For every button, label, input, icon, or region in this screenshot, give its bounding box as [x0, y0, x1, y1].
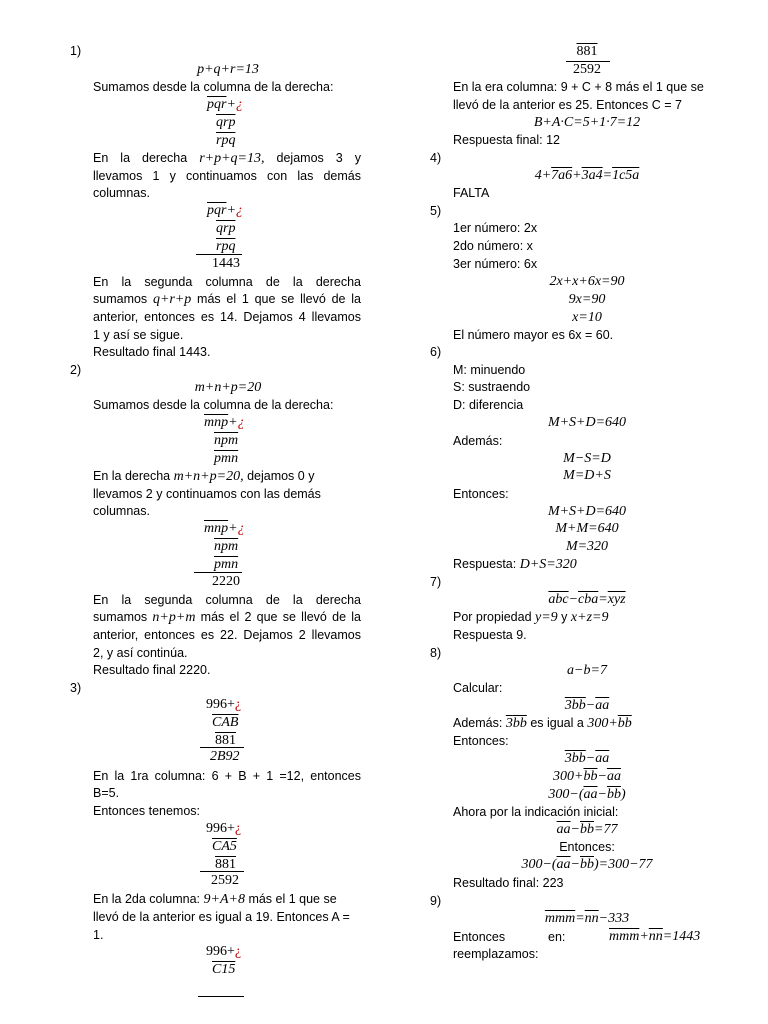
addend: $\overline{pmn}$: [214, 451, 239, 466]
equation: a−b=7: [567, 663, 607, 678]
addend: CA5: [212, 839, 237, 854]
answer: Respuesta: D+S=320: [453, 557, 577, 572]
addend: C15: [212, 962, 236, 977]
addend: $\overline{rpq}$: [216, 239, 236, 254]
paragraph: En la segunda columna de la derecha: [93, 593, 361, 607]
result-line: Resultado final 2220.: [93, 663, 211, 677]
paragraph: Sumamos desde la columna de la derecha:: [93, 398, 334, 412]
paragraph: En la 2da columna: 9+A+8 más el 1 que se: [93, 892, 337, 907]
addend: $\overline{mnp}+¿$: [204, 521, 245, 536]
equation: $300+\overline{bb}-\overline{aa}$: [553, 769, 621, 784]
problem-number: 9): [430, 894, 442, 908]
paragraph: En la derecha r+p+q=13, dejamos 3 y: [93, 151, 361, 166]
equation: x=10: [572, 310, 602, 325]
paragraph: Entonces tenemos:: [93, 804, 201, 818]
result-line: Resultado final 1443.: [93, 345, 211, 359]
paragraph: D: diferencia: [453, 398, 524, 412]
answer: Respuesta 9.: [453, 628, 527, 642]
paragraph: En la derecha m+n+p=20, dejamos 0 y: [93, 469, 315, 484]
paragraph: reemplazamos:: [453, 947, 539, 961]
paragraph: Entonces: [453, 930, 506, 944]
paragraph: sumamos n+p+m más el 2 que se llevó de la: [93, 610, 361, 625]
paragraph: 2, y así continúa.: [93, 646, 188, 660]
equation: B+A·C=5+1·7=12: [533, 115, 641, 130]
addend: $\overline{rpq}$: [216, 133, 236, 148]
sum-rule: [198, 996, 244, 997]
equation: $3bb-\overline{aa}$: [564, 751, 610, 766]
sum-rule: [194, 572, 242, 573]
answer: El número mayor es 6x = 60.: [453, 328, 614, 342]
addend: 881: [576, 44, 598, 59]
paragraph: Además:: [453, 434, 503, 448]
sum-result: 2220: [212, 574, 240, 589]
equation: $\overline{mmm}=\overline{nn}-333$: [544, 911, 630, 926]
addend: $\overline{qrp}$: [216, 221, 236, 236]
paragraph: 3er número: 6x: [453, 257, 538, 271]
addend: $\overline{npm}$: [214, 433, 239, 448]
paragraph: S: sustraendo: [453, 380, 531, 394]
paragraph: En la 1ra columna: 6 + B + 1 =12, entonces: [93, 769, 361, 783]
sum-result: 1443: [212, 256, 240, 271]
paragraph: B=5.: [93, 786, 120, 800]
paragraph: M: minuendo: [453, 363, 526, 377]
problem-number: 2): [70, 363, 82, 377]
paragraph: llevó de la anterior es igual a 19. Entonces A =: [93, 910, 350, 924]
paragraph: 2do número: x: [453, 239, 533, 253]
sum-rule: [200, 747, 244, 748]
addend: 996+¿: [206, 821, 242, 836]
paragraph: Ahora por la indicación inicial:: [453, 805, 619, 819]
paragraph: sumamos q+r+p más el 1 que se llevó de la: [93, 292, 361, 307]
paragraph: Por propiedad y=9 y x+z=9: [453, 610, 609, 625]
answer: Resultado final: 223: [453, 876, 564, 890]
addend: $\overline{mnp}+¿$: [204, 415, 245, 430]
problem-number: 3): [70, 681, 82, 695]
paragraph: Sumamos desde la columna de la derecha:: [93, 80, 334, 94]
equation: $\overline{abc}-\overline{cba}=\overline{xyz}$: [548, 592, 626, 607]
addend: 996+¿: [206, 697, 242, 712]
problem-number: 4): [430, 151, 442, 165]
addend: $\overline{pqr}+¿$: [207, 97, 243, 112]
paragraph: 1 y así se sigue.: [93, 328, 184, 342]
paragraph: Entonces:: [453, 734, 509, 748]
paragraph: Entonces:: [559, 840, 615, 854]
problem-number: 5): [430, 204, 442, 218]
equation: 4+7a6+3a4=1c5a: [534, 168, 640, 183]
paragraph: llevamos 2 y continuamos con las demás: [93, 487, 321, 501]
paragraph: llevamos 1 y continuamos con las demás: [93, 169, 361, 183]
sum-rule: [196, 254, 242, 255]
addend: 881: [215, 733, 236, 748]
addend: $\overline{pmn}$: [214, 557, 239, 572]
paragraph: anterior, entonces es 14. Dejamos 4 llevamos: [93, 310, 361, 324]
equation: 2x+x+6x=90: [549, 274, 625, 289]
paragraph: Entonces:: [453, 487, 509, 501]
addend: 881: [215, 857, 236, 872]
addend: $\overline{CAB}$: [212, 715, 239, 730]
paragraph: FALTA: [453, 186, 490, 200]
equation: $300-(\overline{aa}-\overline{bb})$: [548, 787, 626, 802]
paragraph: en:: [548, 930, 566, 944]
equation: m+n+p=20: [194, 380, 262, 395]
equation: $300-(\overline{aa}-\overline{bb})=300-77$: [521, 857, 653, 872]
equation: 9x=90: [568, 292, 606, 307]
equation: M+S+D=640: [547, 504, 627, 519]
paragraph: anterior, entonces es 22. Dejamos 2 llevamos: [93, 628, 361, 642]
paragraph: En la era columna: 9 + C + 8 más el 1 que se: [453, 80, 704, 94]
sum-result: 2B92: [210, 749, 240, 764]
addend: $\overline{qrp}$: [216, 115, 236, 130]
equation: M=320: [565, 539, 609, 554]
paragraph: columnas.: [93, 186, 150, 200]
equation: M−S=D: [563, 451, 611, 466]
problem-number: 8): [430, 646, 442, 660]
equation: $\overline{aa}-\overline{bb}=77$: [556, 822, 618, 837]
problem-number: 6): [430, 345, 442, 359]
paragraph: columnas.: [93, 504, 150, 518]
problem-number: 1): [70, 44, 82, 58]
paragraph: Calcular:: [453, 681, 503, 695]
paragraph: Además: 3bb es igual a $300+\overline{bb}$: [453, 716, 632, 731]
addend: 996+¿: [206, 944, 242, 959]
equation: p+q+r=13: [197, 62, 259, 77]
equation: $\overline{mmm}+\overline{nn}=1443$: [609, 929, 701, 944]
sum-rule: [200, 871, 244, 872]
addend: $\overline{npm}$: [214, 539, 239, 554]
sum-result: 2592: [211, 873, 239, 888]
paragraph: llevó de la anterior es 25. Entonces C = 7: [453, 98, 682, 112]
answer: Respuesta final: 12: [453, 133, 561, 147]
equation: M+S+D=640: [547, 415, 627, 430]
equation: $3bb-\overline{aa}$: [564, 698, 610, 713]
equation: M=D+S: [563, 468, 611, 483]
paragraph: En la segunda columna de la derecha: [93, 275, 361, 289]
sum-result: 2592: [573, 62, 601, 77]
paragraph: 1er número: 2x: [453, 221, 538, 235]
equation: M+M=640: [555, 521, 619, 536]
paragraph: 1.: [93, 928, 104, 942]
problem-number: 7): [430, 575, 442, 589]
addend: $\overline{pqr}+¿$: [207, 203, 243, 218]
